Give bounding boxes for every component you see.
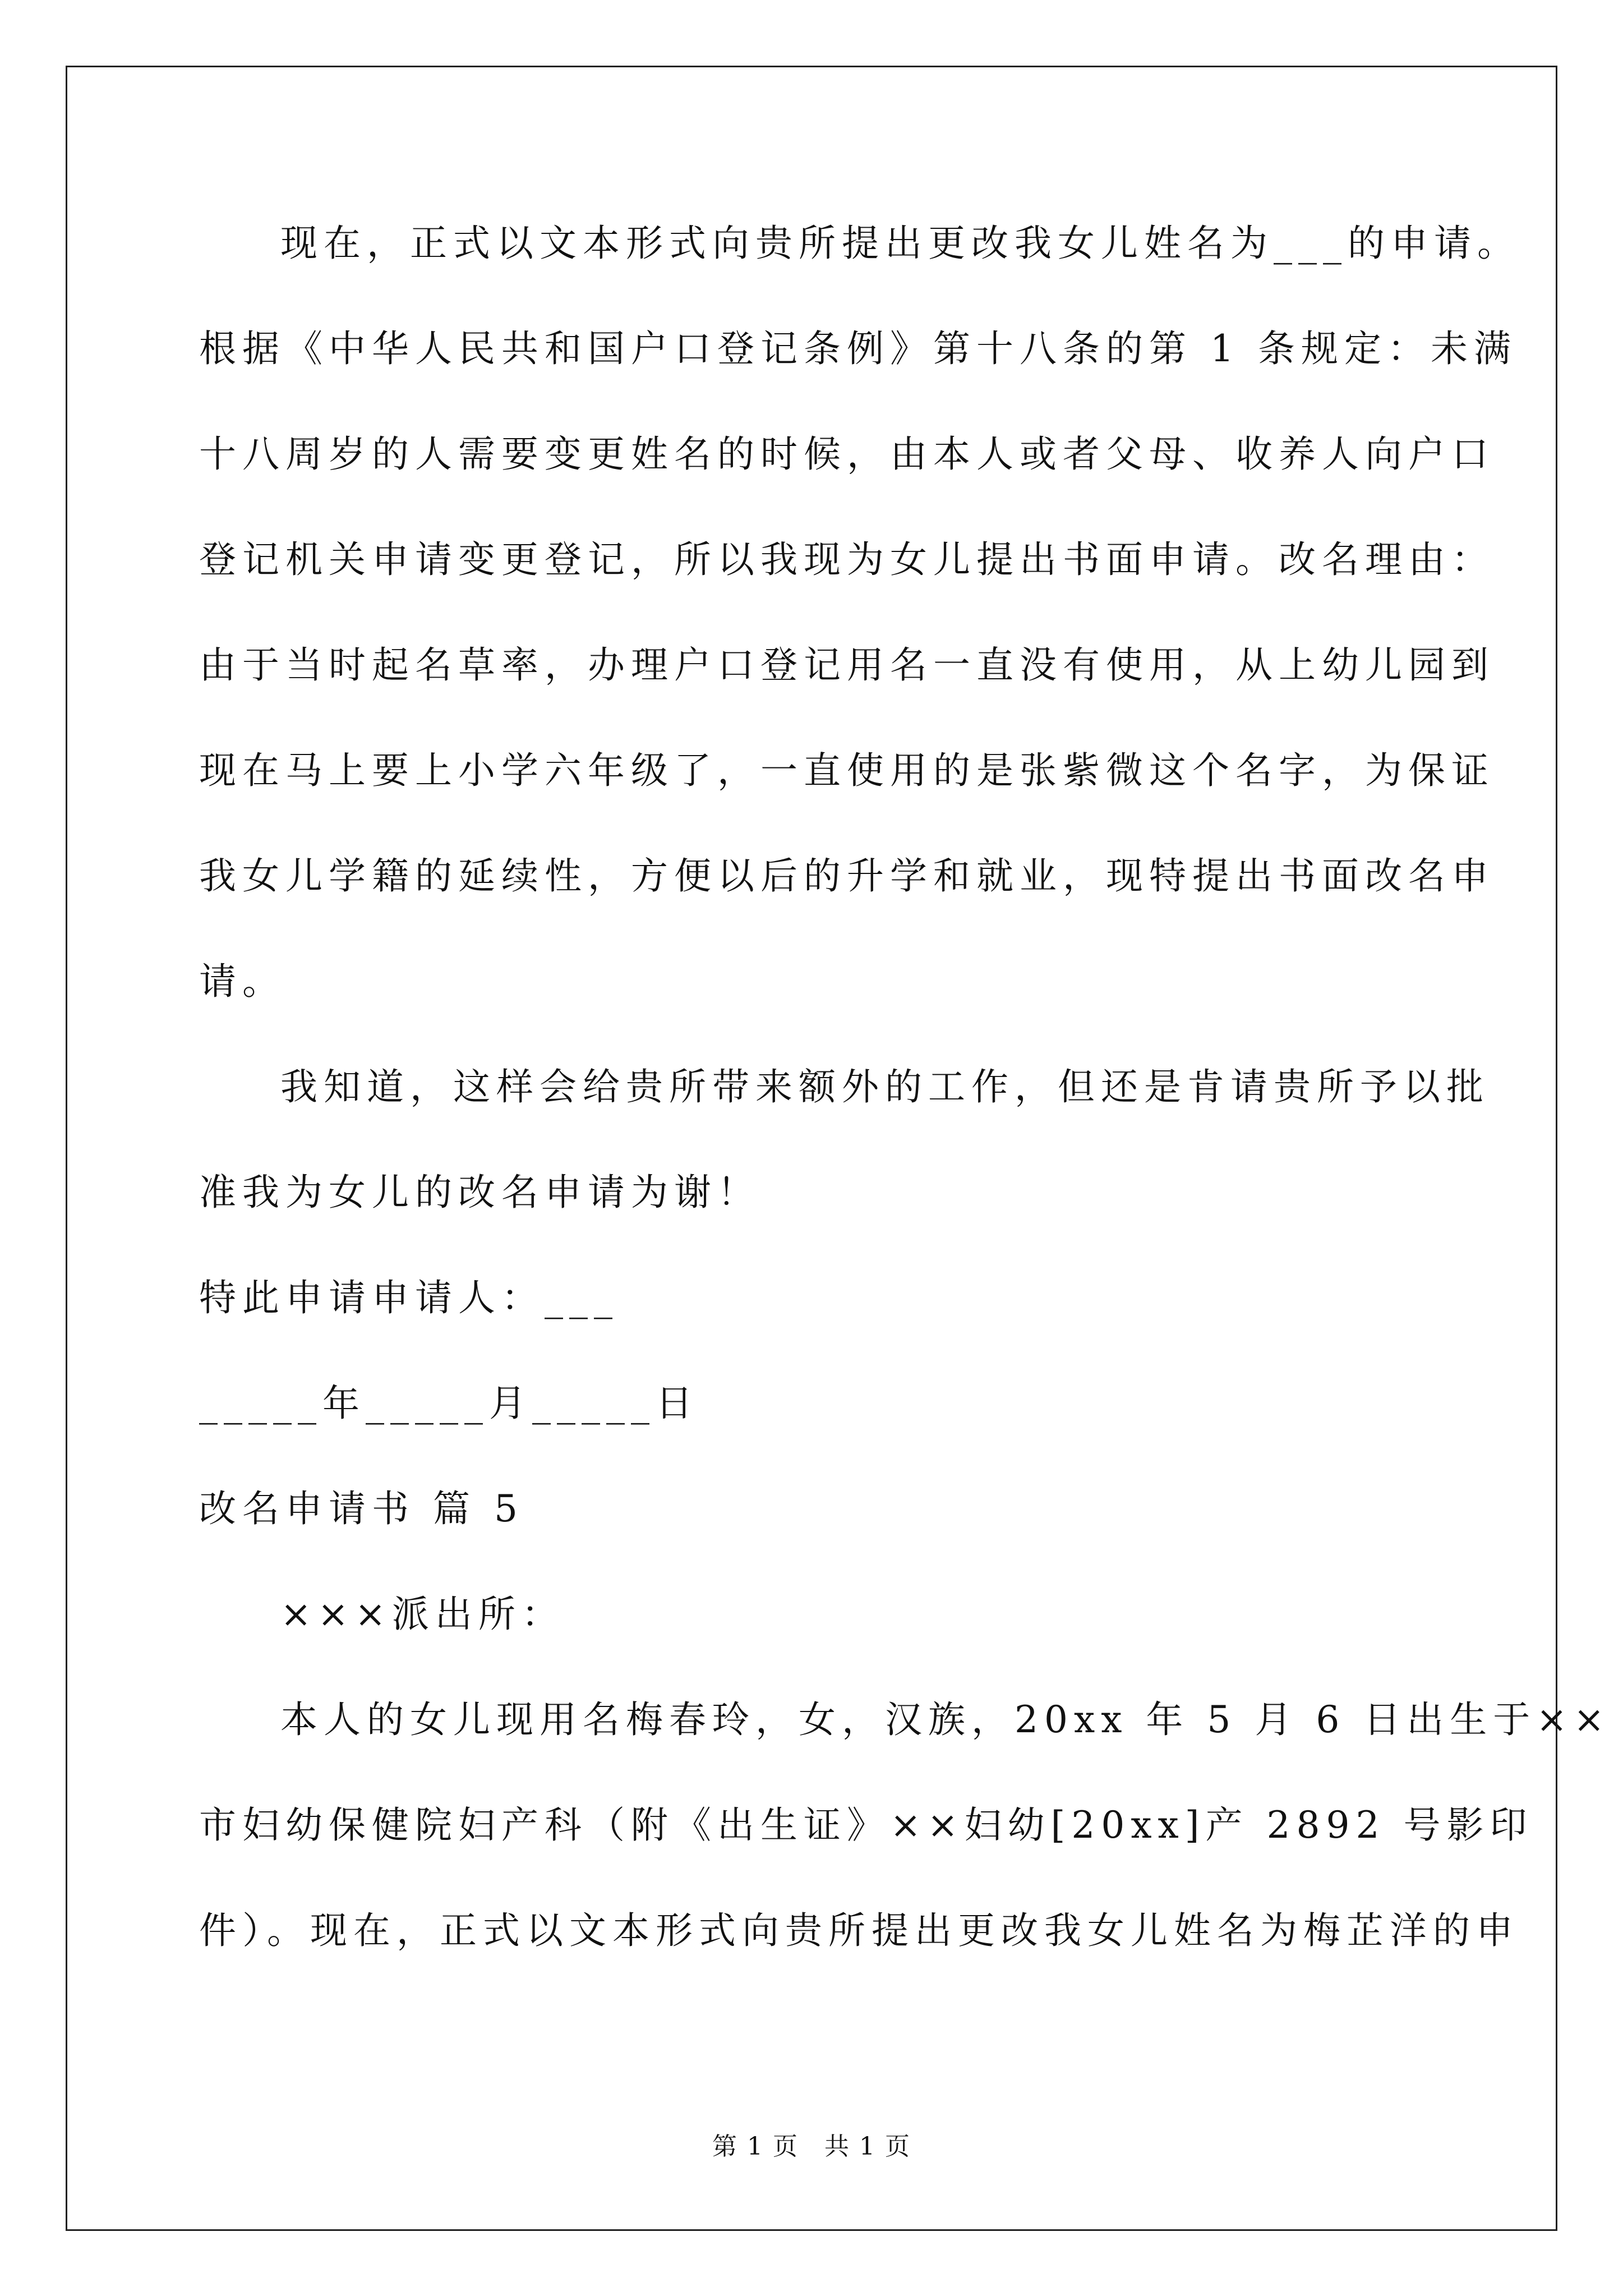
body-line-17: 件）。现在，正式以文本形式向贵所提出更改我女儿姓名为梅芷洋的申 — [199, 1909, 1519, 1952]
body-line-10: 准我为女儿的改名申请为谢！ — [199, 1171, 760, 1214]
body-line-2: 根据《中华人民共和国户口登记条例》第十八条的第 1 条规定：未满 — [199, 327, 1517, 370]
body-line-4: 登记机关申请变更登记，所以我现为女儿提出书面申请。改名理由： — [199, 538, 1495, 581]
section-heading: 改名申请书 篇 5 — [199, 1487, 524, 1530]
signature-line: 特此申请申请人：___ — [199, 1276, 619, 1319]
body-line-16: 市妇幼保健院妇产科（附《出生证》××妇幼[20xx]产 2892 号影印 — [199, 1803, 1533, 1847]
body-line-8: 请。 — [199, 960, 285, 1003]
page-footer: 第 1 页 共 1 页 — [712, 2132, 911, 2161]
body-line-1: 现在，正式以文本形式向贵所提出更改我女儿姓名为___的申请。 — [280, 222, 1520, 265]
body-line-6: 现在马上要上小学六年级了，一直使用的是张紫微这个名字，为保证 — [199, 749, 1495, 792]
salutation: ×××派出所： — [280, 1593, 565, 1636]
body-line-5: 由于当时起名草率，办理户口登记用名一直没有使用，从上幼儿园到 — [199, 643, 1495, 687]
document-body — [199, 191, 1611, 1984]
date-line: _____年_____月_____日 — [199, 1382, 699, 1425]
body-line-9: 我知道，这样会给贵所带来额外的工作，但还是肯请贵所予以批 — [280, 1065, 1490, 1108]
body-line-15: 本人的女儿现用名梅春玲，女，汉族，20xx 年 5 月 6 日出生于×× — [280, 1698, 1611, 1741]
body-line-3: 十八周岁的人需要变更姓名的时候，由本人或者父母、收养人向户口 — [199, 432, 1495, 476]
body-line-7: 我女儿学籍的延续性，方便以后的升学和就业，现特提出书面改名申 — [199, 854, 1495, 898]
